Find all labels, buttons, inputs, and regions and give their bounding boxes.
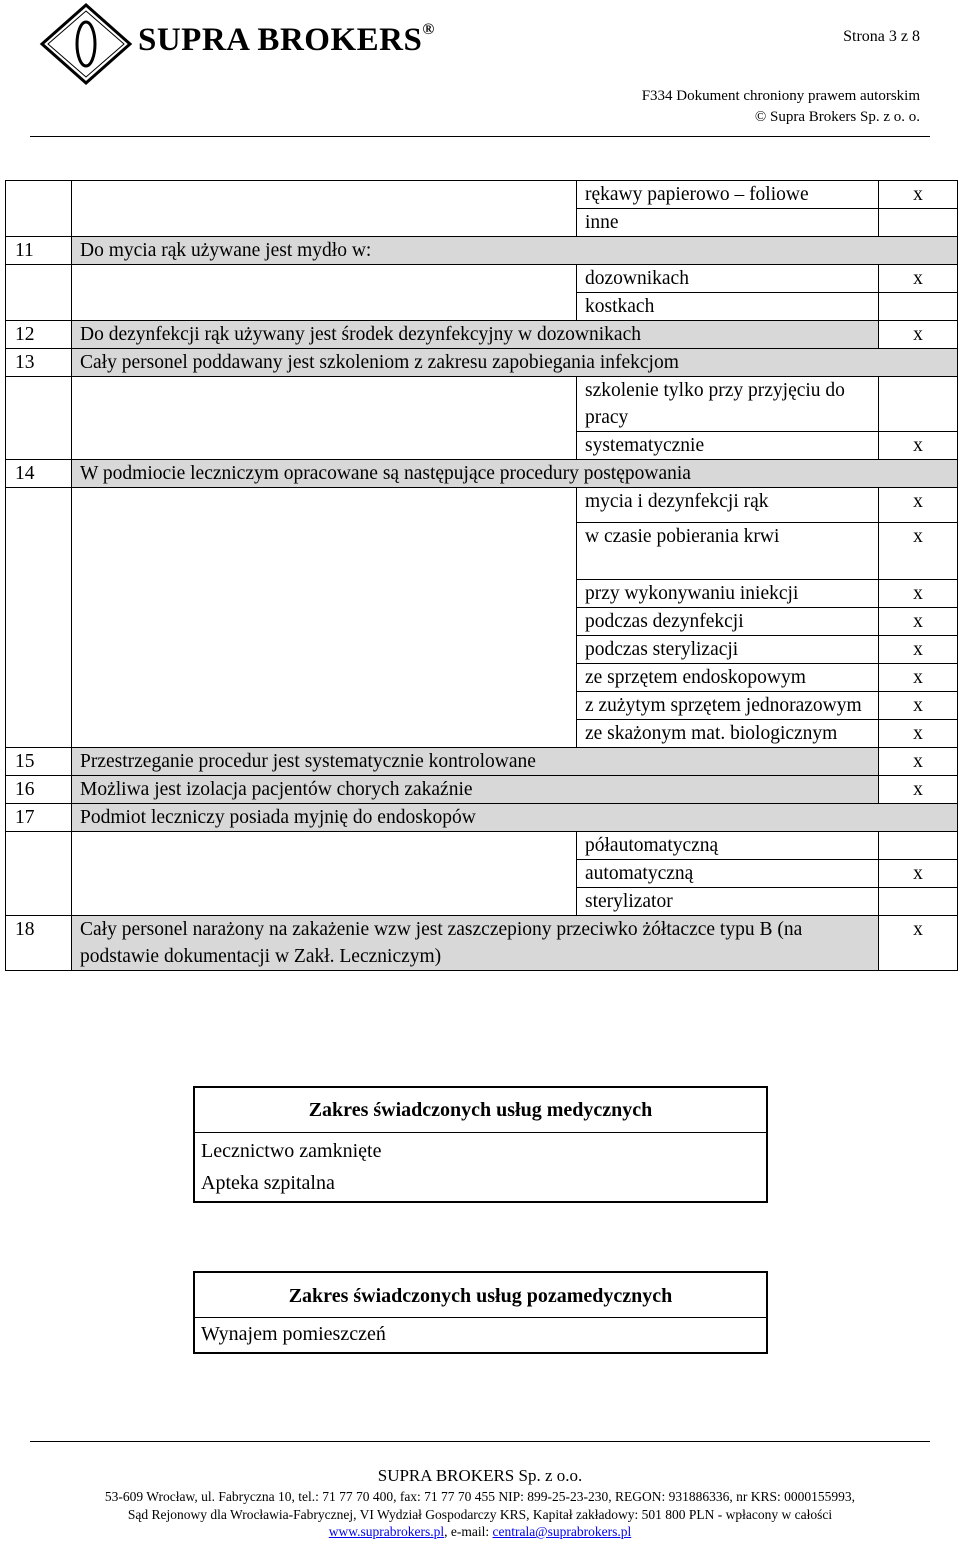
mark-cell: x — [879, 523, 958, 580]
medical-services-box — [193, 1086, 768, 1203]
mark-cell: x — [879, 181, 958, 209]
option-label: dozownikach — [577, 265, 879, 293]
mark-cell: x — [879, 664, 958, 692]
footer-contact — [0, 1524, 960, 1540]
question-number: 13 — [6, 349, 72, 377]
mark-cell — [879, 888, 958, 916]
email-label: , e-mail: — [444, 1524, 493, 1539]
mark-cell: x — [879, 608, 958, 636]
table-cell — [6, 832, 72, 916]
question-number: 11 — [6, 237, 72, 265]
option-label: podczas dezynfekcji — [577, 608, 879, 636]
question-number: 17 — [6, 804, 72, 832]
doc-protection-line: F334 Dokument chroniony prawem autorskim — [641, 88, 920, 104]
question-number: 14 — [6, 460, 72, 488]
table-cell — [6, 377, 72, 460]
table-cell — [72, 377, 577, 460]
table-cell — [6, 488, 72, 748]
question-text: Podmiot leczniczy posiada myjnię do endoskopów — [72, 804, 958, 832]
table-cell — [72, 488, 577, 748]
table-cell — [6, 181, 72, 237]
table-cell — [72, 181, 577, 237]
website-link[interactable]: www.suprabrokers.pl — [328, 1524, 445, 1539]
email-link[interactable]: centrala@suprabrokers.pl — [492, 1524, 632, 1539]
mark-cell: x — [879, 432, 958, 460]
company-logo — [38, 2, 134, 86]
option-label: ze skażonym mat. biologicznym — [577, 720, 879, 748]
nonmedical-services-box — [193, 1271, 768, 1354]
option-label: automatyczną — [577, 860, 879, 888]
mark-cell — [879, 832, 958, 860]
option-label: sterylizator — [577, 888, 879, 916]
mark-cell: x — [879, 488, 958, 523]
mark-cell: x — [879, 580, 958, 608]
mark-cell — [879, 293, 958, 321]
question-number: 12 — [6, 321, 72, 349]
mark-cell: x — [879, 636, 958, 664]
footer-address: 53-609 Wrocław, ul. Fabryczna 10, tel.: 71 77 70 400, fax: 71 77 70 455 NIP: 899-25-23-230, REGON: 931886336, nr KRS: 0000155993, — [104, 1489, 856, 1504]
medical-service-item: Lecznictwo zamknięte — [201, 1140, 382, 1162]
header-rule — [30, 136, 930, 137]
question-text: Do dezynfekcji rąk używany jest środek dezynfekcyjny w dozownikach — [72, 321, 879, 349]
table-cell — [6, 265, 72, 321]
question-number: 18 — [6, 916, 72, 971]
survey-table — [5, 180, 958, 971]
question-number: 15 — [6, 748, 72, 776]
mark-cell: x — [879, 748, 958, 776]
mark-cell: x — [879, 776, 958, 804]
mark-cell: x — [879, 860, 958, 888]
footer-rule — [30, 1441, 930, 1442]
question-text: Cały personel narażony na zakażenie wzw jest zaszczepiony przeciwko żółtaczce typu B (na podstawie dokumentacji w Zakł. Leczniczym) — [72, 916, 879, 971]
question-text: Możliwa jest izolacja pacjentów chorych zakaźnie — [72, 776, 879, 804]
mark-cell: x — [879, 916, 958, 971]
option-label: ze sprzętem endoskopowym — [577, 664, 879, 692]
option-label: szkolenie tylko przy przyjęciu do pracy — [577, 377, 879, 432]
table-cell — [72, 265, 577, 321]
copyright-line: © Supra Brokers Sp. z o. o. — [754, 109, 920, 125]
footer-company: SUPRA BROKERS Sp. z o.o. — [377, 1466, 583, 1485]
question-text: Przestrzeganie procedur jest systematycznie kontrolowane — [72, 748, 879, 776]
option-label: w czasie pobierania krwi — [577, 523, 879, 580]
question-number: 16 — [6, 776, 72, 804]
mark-cell — [879, 209, 958, 237]
nonmedical-services-title: Zakres świadczonych usług pozamedycznych — [288, 1285, 673, 1307]
option-label: kostkach — [577, 293, 879, 321]
option-label: z zużytym sprzętem jednorazowym — [577, 692, 879, 720]
medical-service-item: Apteka szpitalna — [201, 1172, 335, 1194]
mark-cell: x — [879, 321, 958, 349]
option-label: mycia i dezynfekcji rąk — [577, 488, 879, 523]
table-cell — [72, 832, 577, 916]
option-label: przy wykonywaniu iniekcji — [577, 580, 879, 608]
option-label: podczas sterylizacji — [577, 636, 879, 664]
medical-services-title: Zakres świadczonych usług medycznych — [195, 1088, 766, 1133]
nonmedical-service-item: Wynajem pomieszczeń — [195, 1317, 766, 1352]
option-label: rękawy papierowo – foliowe — [577, 181, 879, 209]
mark-cell — [879, 377, 958, 432]
question-text: Cały personel poddawany jest szkoleniom z zakresu zapobiegania infekcjom — [72, 349, 958, 377]
page-number: Strona 3 z 8 — [843, 28, 920, 45]
question-text: W podmiocie leczniczym opracowane są następujące procedury postępowania — [72, 460, 958, 488]
option-label: inne — [577, 209, 879, 237]
footer-registry: Sąd Rejonowy dla Wrocławia-Fabrycznej, VI Wydział Gospodarczy KRS, Kapitał zakładowy: 501 800 PLN - wpłacony w całości — [127, 1507, 833, 1522]
registered-mark: ® — [422, 21, 435, 38]
option-label: systematycznie — [577, 432, 879, 460]
question-text: Do mycia rąk używane jest mydło w: — [72, 237, 958, 265]
mark-cell: x — [879, 692, 958, 720]
option-label: półautomatyczną — [577, 832, 879, 860]
mark-cell: x — [879, 265, 958, 293]
mark-cell: x — [879, 720, 958, 748]
brand-name: SUPRA BROKERS® — [138, 21, 435, 58]
